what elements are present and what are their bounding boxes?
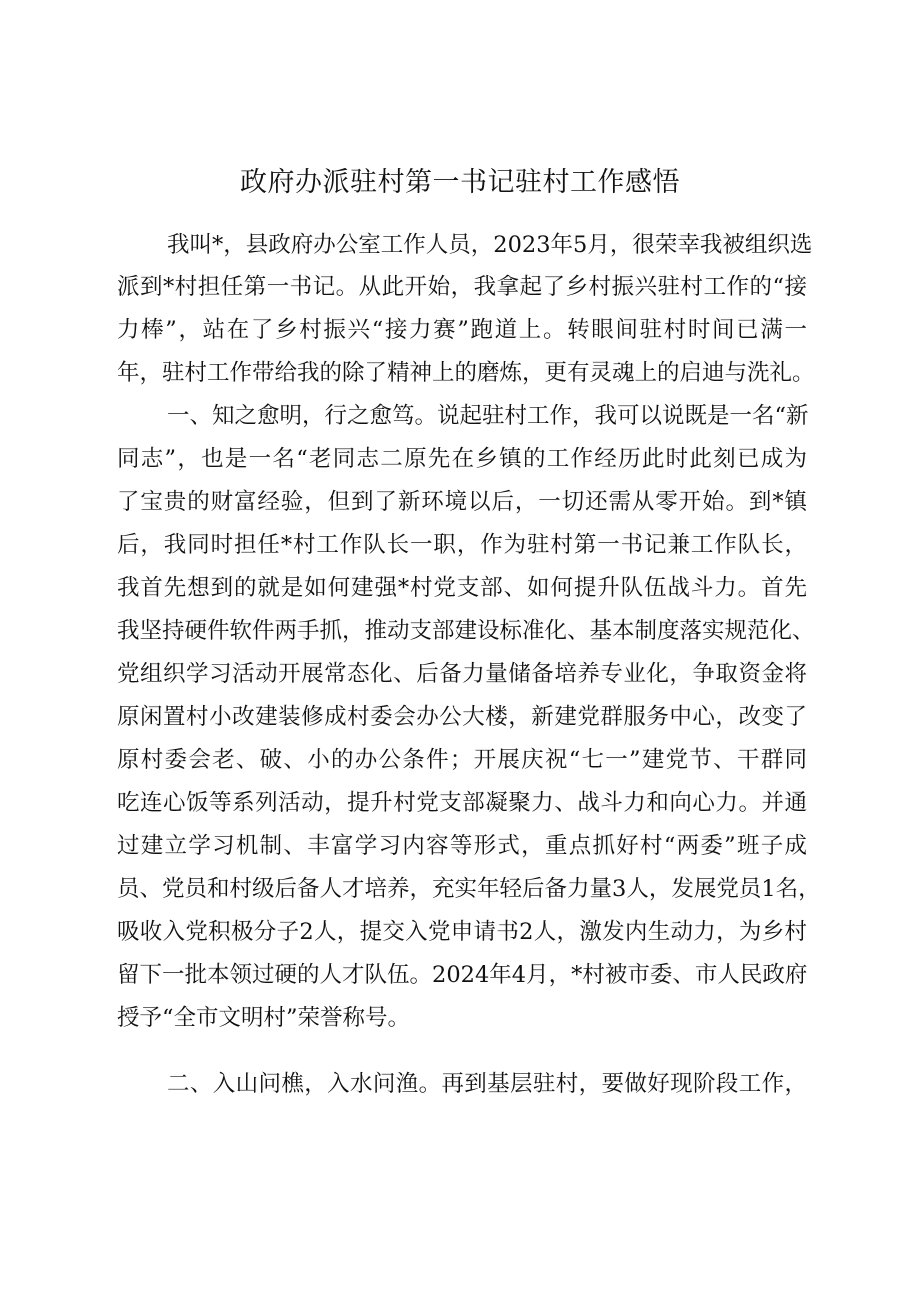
paragraph-3-line-1: 二、入山问樵，入水问渔。再到基层驻村，要做好现阶段工作，	[167, 1071, 807, 1097]
document-title: 政府办派驻村第一书记驻村工作感悟	[240, 167, 680, 198]
paragraph-2-line-1: 一、知之愈明，行之愈笃。说起驻村工作，我可以说既是一名“新	[167, 403, 809, 429]
paragraph-2-line-14: 留下一批本领过硬的人才队伍。2024年4月，*村被市委、市人民政府	[117, 962, 808, 988]
paragraph-2-line-10: 吃连心饭等系列活动，提升村党支部凝聚力、战斗力和向心力。并通	[117, 790, 807, 816]
paragraph-2-line-13: 吸收入党积极分子2人，提交入党申请书2人，激发内生动力，为乡村	[117, 919, 807, 945]
paragraph-2-line-9: 原村委会老、破、小的办公条件；开展庆祝“七一”建党节、干群同	[117, 747, 807, 773]
paragraph-2-line-2: 同志”，也是一名“老同志二原先在乡镇的工作经历此时此刻已成为	[117, 446, 807, 472]
paragraph-2-line-8: 原闲置村小改建装修成村委会办公大楼，新建党群服务中心，改变了	[117, 704, 807, 730]
paragraph-1-line-1: 我叫*，县政府办公室工作人员，2023年5月，很荣幸我被组织选	[167, 232, 813, 258]
paragraph-1-line-4: 年，驻村工作带给我的除了精神上的磨炼，更有灵魂上的启迪与洗礼。	[117, 360, 815, 386]
paragraph-2-line-7: 党组织学习活动开展常态化、后备力量储备培养专业化，争取资金将	[117, 661, 807, 687]
paragraph-2-line-12: 员、党员和村级后备人才培养，充实年轻后备力量3人，发展党员1名，	[117, 876, 821, 902]
paragraph-1-line-3: 力棒”，站在了乡村振兴“接力赛”跑道上。转眼间驻村时间已满一	[117, 317, 807, 343]
paragraph-2-line-5: 我首先想到的就是如何建强*村党支部、如何提升队伍战斗力。首先	[117, 575, 807, 601]
paragraph-2-line-15: 授予“全市文明村”荣誉称号。	[117, 1005, 411, 1031]
paragraph-1-line-2: 派到*村担任第一书记。从此开始，我拿起了乡村振兴驻村工作的“接	[117, 274, 807, 300]
paragraph-2-line-6: 我坚持硬件软件两手抓，推动支部建设标准化、基本制度落实规范化、	[117, 618, 815, 644]
paragraph-2-line-4: 后，我同时担任*村工作队长一职，作为驻村第一书记兼工作队长，	[117, 532, 807, 558]
paragraph-2-line-3: 了宝贵的财富经验，但到了新环境以后，一切还需从零开始。到*镇	[117, 489, 807, 515]
paragraph-2-line-11: 过建立学习机制、丰富学习内容等形式，重点抓好村“两委”班子成	[117, 833, 807, 859]
